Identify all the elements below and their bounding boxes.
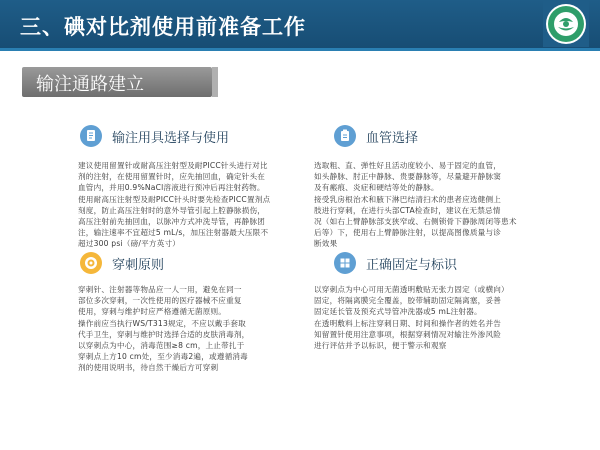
target-icon	[80, 252, 102, 274]
card-body-line: 接受乳房根治术和腋下淋巴结清扫术的患者应选健侧上	[314, 194, 502, 204]
card-body-line: 穿刺针、注射器等物品应一人一用，避免在同一	[78, 285, 242, 294]
card-body-line: 肢进行穿刺，在进行头部CTA检查时，建议在无禁忌情	[314, 205, 501, 215]
card-body-line: 剂的使用说明书，待自然干燥后方可穿刺	[78, 363, 219, 373]
card-fixation-labeling-body	[314, 284, 554, 351]
card-body-line: 选取粗、直、弹性好且活动度较小、易于固定的血管，	[314, 161, 502, 170]
card-body-line: 刻度，防止高压注射时的意外导管引起上腔静脉损伤，	[78, 205, 266, 215]
card-body-line: 使用，穿刺与维护时应严格遵循无菌原则。	[78, 307, 227, 317]
hospital-logo-icon	[543, 1, 589, 47]
grid-icon	[334, 252, 356, 274]
card-title: 正确固定与标识	[366, 258, 458, 273]
card-body-line: 况（如右上臂静脉部支狭窄或、右侧锁骨下静脉周闭等患术	[314, 217, 517, 227]
card-title: 输注用具选择与使用	[112, 131, 230, 146]
card-body-line: 穿刺点上方10 cm处，至少消毒2遍，或遵循消毒	[78, 352, 248, 362]
card-body-line: 后等）下，使用右上臂静脉注射，以提高图像质量与诊	[314, 228, 502, 238]
card-infusion-device-header	[80, 125, 300, 151]
card-body-line: 高压注射前先抽回血，以脉冲方式冲洗导管，再静脉团	[78, 217, 266, 227]
card-body-line: 建议使用留置针或耐高压注射型及耐PICC针头进行对比	[78, 161, 268, 170]
page-title: 三、碘对比剂使用前准备工作	[20, 15, 306, 39]
card-puncture-principle-header	[80, 252, 300, 278]
card-body-line: 注，输注速率不宜超过5 mL/s，加压注射器最大压限不	[78, 228, 269, 238]
card-body-line: 知留置针使用注意事项，根据穿刺情况对输注外渗风险	[314, 329, 502, 339]
card-body-line: 使用耐高压注射型及耐PICC针头时要先检查PICC置剂点	[78, 194, 271, 204]
card-body-line: 以穿刺点为中心，消毒范围≥8 cm，上止带扎于	[78, 341, 245, 351]
card-title: 穿刺原则	[112, 258, 165, 273]
card-body-line: 进行评估并予以标识，便于警示和观察	[314, 341, 447, 351]
card-body-line: 如头静脉、肘正中静脉、贵要静脉等，尽量避开静脉窦	[314, 172, 502, 182]
card-body-line: 血管内，并用0.9%NaCl溶液进行预冲后再注射药物。	[78, 183, 265, 193]
card-body-line: 以穿刺点为中心可用无菌透明敷贴无张力固定（或横向）	[314, 285, 509, 294]
card-body-line: 剂的注射，在使用留置针时，应先抽回血，确定针头在	[78, 172, 266, 182]
card-body-line: 操作前应当执行WS/T313规定，不应以戴手套取	[78, 318, 246, 328]
card-vessel-selection-body	[314, 160, 554, 250]
section-tab-accent	[212, 67, 218, 97]
card-body-line: 断效果	[314, 239, 338, 249]
document-icon	[80, 125, 102, 147]
card-vessel-selection-header	[334, 125, 554, 151]
title-bar	[0, 0, 600, 48]
card-fixation-labeling-header	[334, 252, 554, 278]
card-body-line: 固定，将隔离膜完全覆盖，胶带辅助固定隔离塞，妥善	[314, 296, 502, 306]
card-body-line: 及有瘢痕、炎症和硬结等处的静脉。	[314, 183, 439, 193]
card-body-line: 代手卫生，穿刺与维护时选择合适的皮肤消毒剂，	[78, 329, 250, 339]
card-body-line: 在透明敷料上标注穿刺日期、时间和操作者的姓名并告	[314, 318, 502, 328]
section-tab	[22, 67, 212, 97]
card-body-line: 超过300 psi（磅/平方英寸）	[78, 239, 181, 249]
card-puncture-principle-body	[78, 284, 283, 374]
card-body-line: 部位多次穿刺，一次性使用的医疗器械不应重复	[78, 296, 242, 306]
card-body-line: 固定延长管及预充式导管冲洗器或5 mL注射器。	[314, 307, 482, 317]
card-title: 血管选择	[366, 131, 419, 146]
section-tab-label: 输注通路建立	[36, 74, 144, 95]
card-infusion-device-body	[78, 160, 303, 250]
header-divider	[0, 48, 600, 51]
clipboard-icon	[334, 125, 356, 147]
